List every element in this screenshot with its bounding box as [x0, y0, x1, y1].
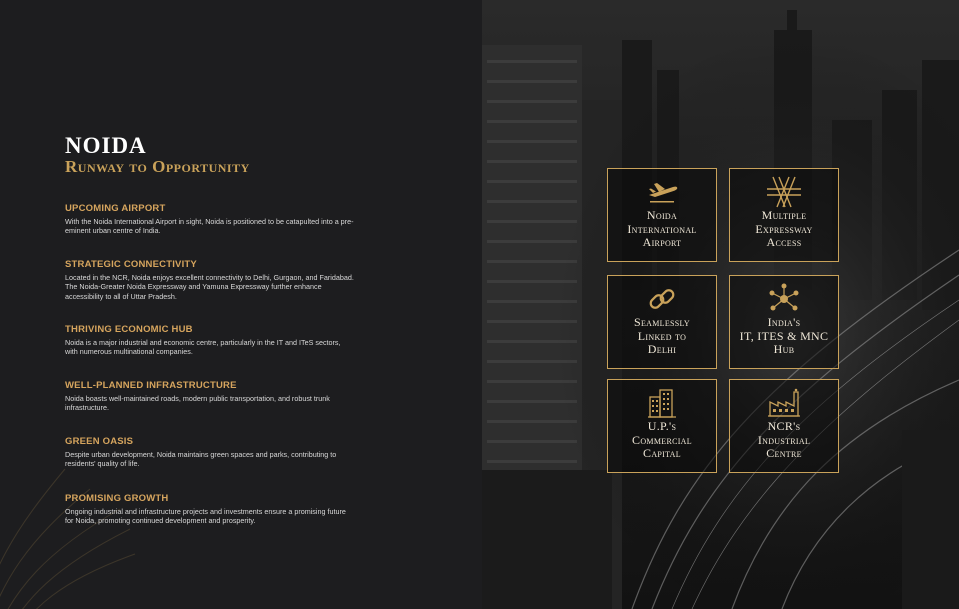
section-heading: STRATEGIC CONNECTIVITY: [65, 259, 197, 270]
tile-label: India's IT, ITES & MNC Hub: [739, 315, 829, 356]
page-subtitle: Runway to Opportunity: [65, 157, 250, 176]
section-heading: PROMISING GROWTH: [65, 493, 169, 504]
chain-link-icon: [647, 284, 677, 314]
section-text: Located in the NCR, Noida enjoys excellent connectivity to Delhi, Gurgaon, and Faridabad. The Noida-Greater Noida Expressway and Yamuna Expressway further enhance accessibility to all of Uttar Pradesh.: [65, 273, 354, 301]
tile-label: Seamlessly Linked to Delhi: [634, 315, 690, 356]
factory-icon: [767, 388, 801, 418]
page-title: NOIDA: [65, 133, 147, 158]
tile-label: NCR's Industrial Centre: [757, 419, 811, 460]
tile-industrial-centre: [729, 379, 839, 473]
section-text: Despite urban development, Noida maintains green spaces and parks, contributing to residents' quality of life.: [65, 450, 337, 469]
buildings-icon: [646, 387, 678, 419]
tile-it-hub: [729, 275, 839, 369]
section-heading: WELL-PLANNED INFRASTRUCTURE: [65, 380, 237, 391]
section-promising-growth: [65, 493, 355, 526]
section-text: Noida boasts well-maintained roads, modern public transportation, and robust trunk infrastructure.: [65, 394, 330, 413]
tile-linked-delhi: [607, 275, 717, 369]
city-skyline-photo: [482, 0, 959, 609]
section-well-planned-infrastructure: [65, 380, 355, 413]
section-upcoming-airport: [65, 203, 355, 236]
section-thriving-economic-hub: [65, 324, 355, 357]
section-green-oasis: [65, 436, 355, 469]
tile-label: U.P.'s Commercial Capital: [632, 419, 692, 460]
city-photo-panel: [482, 0, 959, 609]
expressway-icon: [765, 175, 803, 209]
section-text: With the Noida International Airport in sight, Noida is positioned to be catapulted into a pre-eminent urban centre of India.: [65, 217, 354, 236]
leaf-decoration: [0, 449, 150, 609]
tile-label: Noida International Airport: [627, 208, 697, 249]
section-strategic-connectivity: [65, 259, 355, 301]
section-text: Noida is a major industrial and economic centre, particularly in the IT and ITeS sectors, with numerous multinational companies.: [65, 338, 341, 357]
tile-commercial-capital: [607, 379, 717, 473]
tile-expressway-access: [729, 168, 839, 262]
tile-label: Multiple Expressway Access: [755, 208, 813, 249]
network-icon: [767, 282, 801, 316]
tile-noida-airport: [607, 168, 717, 262]
section-text: Ongoing industrial and infrastructure projects and investments ensure a promising future for Noida, promoting continued development and prosperity.: [65, 507, 346, 526]
section-heading: THRIVING ECONOMIC HUB: [65, 324, 193, 335]
section-heading: UPCOMING AIRPORT: [65, 203, 166, 214]
airplane-icon: [645, 179, 679, 205]
section-heading: GREEN OASIS: [65, 436, 134, 447]
